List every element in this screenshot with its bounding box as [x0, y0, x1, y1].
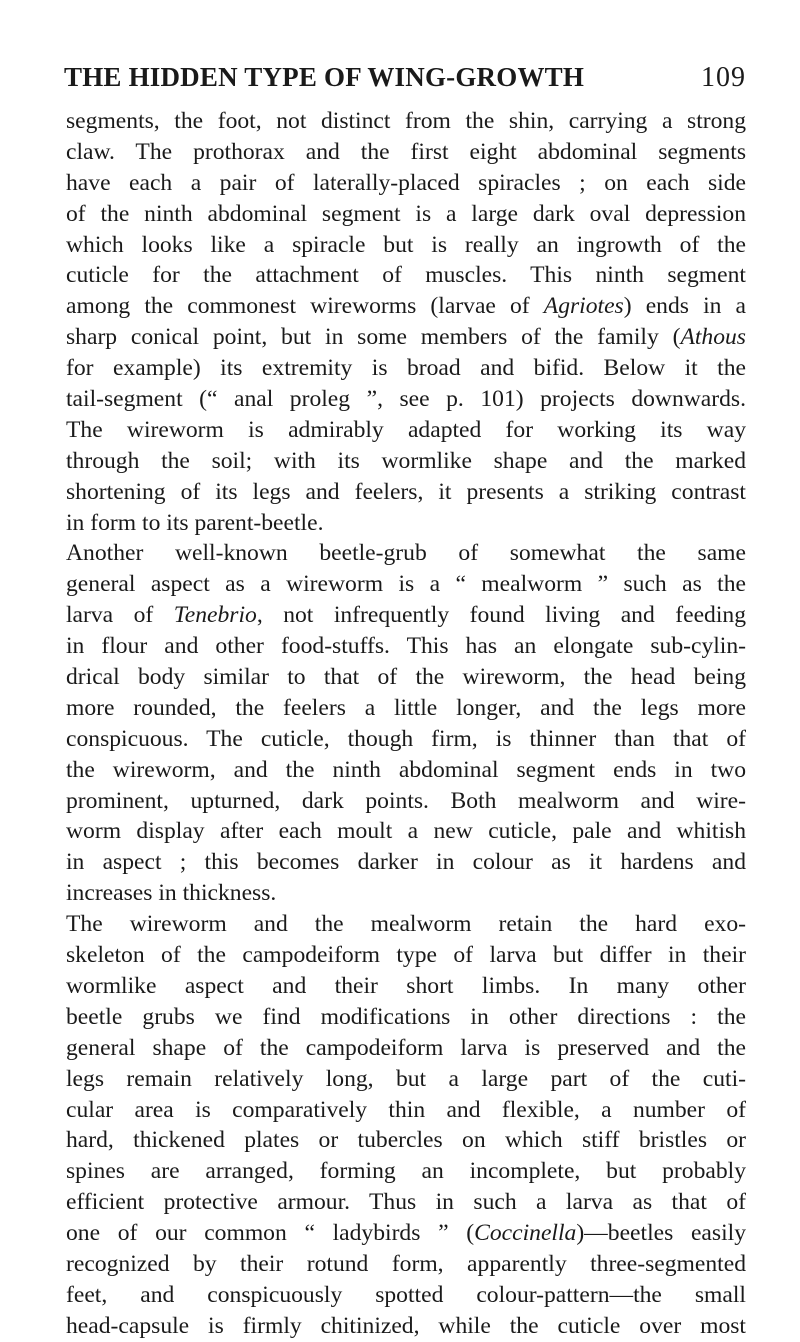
text-line: worm display after each moult a new cuticle, pale and whitish	[66, 818, 746, 845]
text-line: feet, and conspicuously spotted colour-pattern—the small	[66, 1281, 746, 1308]
text-line: increases in thickness.	[66, 880, 277, 907]
text-line: recognized by their rotund form, apparently three-segmented	[66, 1250, 746, 1277]
text-line: Another well-known beetle-grub of somewhat the same	[66, 540, 746, 567]
text-line: wormlike aspect and their short limbs. In many other	[66, 972, 746, 999]
page-number: 109	[701, 62, 746, 93]
text-line: tail-segment (“ anal proleg ”, see p. 101) projects downwards.	[66, 386, 746, 413]
text-line: skeleton of the campodeiform type of larva but differ in their	[66, 942, 746, 969]
text-line: for example) its extremity is broad and bifid. Below it the	[66, 355, 746, 382]
italic-term: Athous	[680, 324, 746, 351]
text-line: spines are arranged, forming an incomplete, but probably	[66, 1158, 746, 1185]
book-page	[66, 62, 746, 1342]
text-line: legs remain relatively long, but a large part of the cuti-	[66, 1065, 746, 1092]
text-line: claw. The prothorax and the first eight abdominal segments	[66, 138, 746, 165]
text-line: head-capsule is firmly chitinized, while the cuticle over most	[66, 1312, 746, 1339]
text-line: in form to its parent-beetle.	[66, 509, 324, 536]
text-line: the wireworm, and the ninth abdominal segment ends in two	[66, 756, 746, 783]
text-line: among the commonest wireworms (larvae of Agriotes) ends in a	[66, 293, 746, 320]
text-line: efficient protective armour. Thus in such a larva as that of	[66, 1189, 746, 1216]
text-line: through the soil; with its wormlike shape and the marked	[66, 447, 746, 474]
text-line: beetle grubs we find modifications in other directions : the	[66, 1003, 746, 1030]
text-line: hard, thickened plates or tubercles on which stiff bristles or	[66, 1127, 746, 1154]
text-line: have each a pair of laterally-placed spiracles ; on each side	[66, 169, 746, 196]
body-text	[66, 106, 746, 1342]
text-line: segments, the foot, not distinct from the shin, carrying a strong	[66, 108, 746, 134]
text-line: larva of Tenebrio, not infrequently found living and feeding	[66, 602, 746, 629]
text-line: drical body similar to that of the wireworm, the head being	[66, 664, 746, 691]
text-line: general shape of the campodeiform larva is preserved and the	[66, 1034, 746, 1061]
text-line: one of our common “ ladybirds ” (Coccinella)—beetles easily	[66, 1220, 746, 1247]
text-line: general aspect as a wireworm is a “ mealworm ” such as the	[66, 571, 746, 598]
text-line: in flour and other food-stuffs. This has an elongate sub-cylin-	[66, 633, 746, 660]
text-line: cular area is comparatively thin and flexible, a number of	[66, 1096, 746, 1123]
running-head	[64, 62, 746, 106]
text-line: The wireworm is admirably adapted for working its way	[66, 416, 746, 443]
text-line: The wireworm and the mealworm retain the hard exo-	[66, 911, 746, 938]
italic-term: Tenebrio	[173, 602, 257, 629]
text-line: shortening of its legs and feelers, it presents a striking contrast	[66, 478, 746, 505]
running-title: THE HIDDEN TYPE OF WING-GROWTH	[64, 62, 585, 92]
text-line: which looks like a spiracle but is really an ingrowth of the	[66, 231, 746, 258]
italic-term: Coccinella	[474, 1220, 577, 1247]
text-line: conspicuous. The cuticle, though firm, is thinner than that of	[66, 725, 746, 752]
text-line: prominent, upturned, dark points. Both mealworm and wire-	[66, 787, 746, 814]
text-line: sharp conical point, but in some members of the family (Athous	[66, 324, 746, 351]
text-line: of the ninth abdominal segment is a large dark oval depression	[66, 200, 746, 227]
text-line: in aspect ; this becomes darker in colour as it hardens and	[66, 849, 746, 876]
text-line: cuticle for the attachment of muscles. This ninth segment	[66, 262, 746, 289]
text-line: more rounded, the feelers a little longer, and the legs more	[66, 694, 746, 721]
italic-term: Agriotes	[543, 293, 624, 320]
